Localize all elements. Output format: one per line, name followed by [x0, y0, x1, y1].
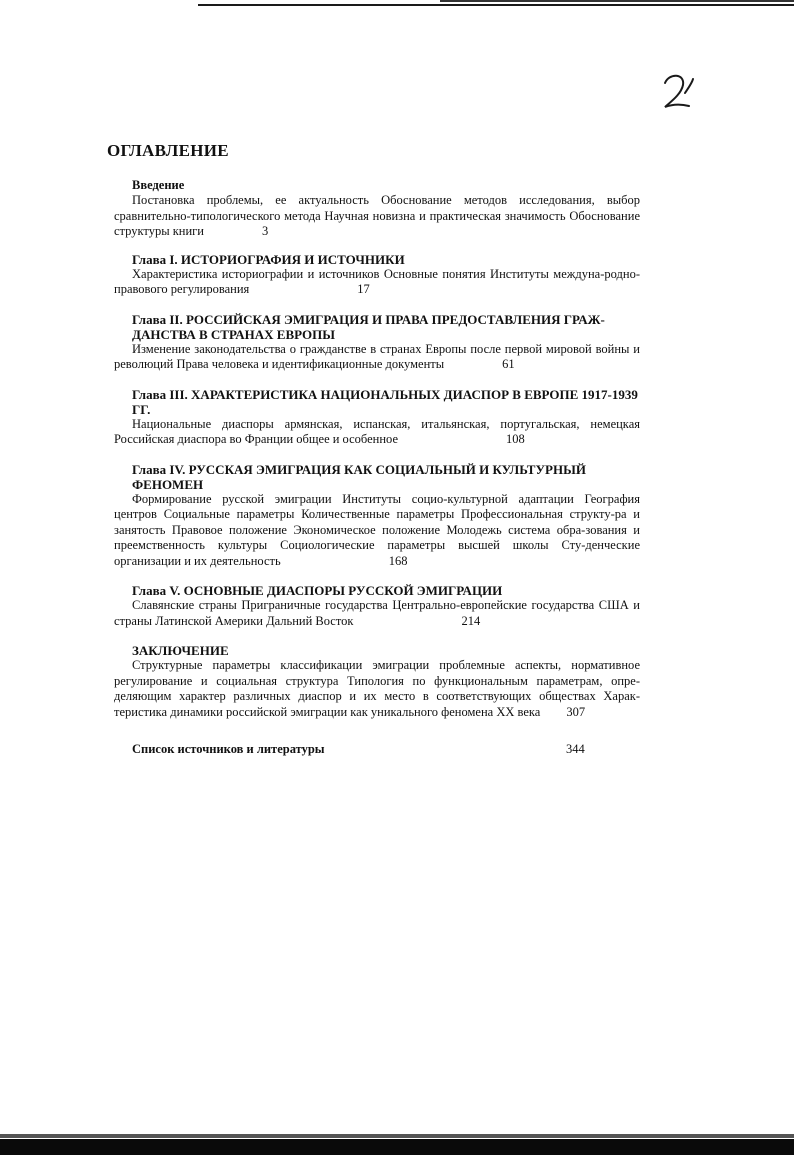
toc-entry-heading: ЗАКЛЮЧЕНИЕ	[132, 643, 229, 658]
toc-entry-text: Постановка проблемы, ее актуальность Обоснование методов исследования, выбор сравнительно-типологического метода Научная новизна и практическая значимость Обоснование структуры книги	[114, 193, 640, 238]
table-of-contents	[114, 178, 640, 757]
toc-entry-text: Национальные диаспоры армянская, испанская, итальянская, португальская, немецкая Российская диаспора во Франции общее и особенное	[114, 416, 640, 446]
toc-entry-page: 168	[388, 553, 408, 568]
toc-entry-body	[114, 598, 640, 629]
toc-entry-page: 307	[566, 704, 586, 719]
toc-entry-body	[114, 492, 640, 570]
toc-entry-sources	[114, 742, 640, 757]
toc-entry-body	[114, 658, 640, 720]
scan-top-rule	[198, 4, 794, 6]
toc-entry-page: 61	[502, 357, 515, 371]
toc-entry-heading: Глава I. ИСТОРИОГРАФИЯ И ИСТОЧНИКИ	[132, 251, 405, 267]
toc-entry-page: 214	[461, 613, 481, 628]
toc-entry-heading: Глава III. ХАРАКТЕРИСТИКА НАЦИОНАЛЬНЫХ ДИАСПОР В ЕВРОПЕ 1917-1939 ГГ.	[132, 386, 638, 417]
toc-entry-text: Структурные параметры классификации эмиграции проблемные аспекты, нормативное регулирование и социальная структура Типология по функциональным параметрам, опре-деляющим характер различных диаспор и их место в соответствующих обществах Харак-теристика динамики российской эмиграции как уникального феномена XX века	[114, 658, 640, 719]
page-title: ОГЛАВЛЕНИЕ	[107, 141, 229, 160]
handwritten-page-number	[659, 71, 695, 111]
toc-entry-heading: Глава IV. РУССКАЯ ЭМИГРАЦИЯ КАК СОЦИАЛЬНЫЙ И КУЛЬТУРНЫЙ ФЕНОМЕН	[132, 461, 586, 492]
toc-entry-page: 344	[566, 742, 585, 756]
toc-entry-heading: Глава II. РОССИЙСКАЯ ЭМИГРАЦИЯ И ПРАВА ПРЕДОСТАВЛЕНИЯ ГРАЖ-ДАНСТВА В СТРАНАХ ЕВРОПЫ	[132, 311, 605, 342]
scan-bottom-edge	[0, 1139, 794, 1155]
toc-entry-chapter-5	[114, 583, 640, 629]
toc-entry-introduction	[114, 178, 640, 240]
toc-entry-page: 3	[262, 224, 269, 238]
toc-entry-page: 108	[506, 432, 525, 446]
toc-entry-chapter-4	[114, 462, 640, 570]
toc-entry-heading: Глава V. ОСНОВНЫЕ ДИАСПОРЫ РУССКОЙ ЭМИГРАЦИИ	[132, 583, 503, 598]
toc-entry-text: Характеристика историографии и источников Основные понятия Институты междуна-родно-правового регулирования	[114, 266, 640, 296]
toc-entry-chapter-2	[114, 312, 640, 373]
toc-entry-body	[114, 342, 640, 373]
scan-top-edge	[440, 0, 794, 2]
toc-entry-body	[114, 267, 640, 298]
scan-bottom-shadow	[0, 1134, 794, 1138]
toc-entry-text: Славянские страны Приграничные государства Центрально-европейские государства США и страны Латинской Америки Дальний Восток	[114, 598, 640, 628]
toc-entry-chapter-1	[114, 252, 640, 298]
toc-entry-chapter-3	[114, 387, 640, 448]
toc-entry-heading: Введение	[132, 178, 185, 192]
toc-entry-text: Изменение законодательства о гражданстве в странах Европы после первой мировой войны и революций Права человека и идентификационные документы	[114, 341, 640, 371]
toc-entry-conclusion	[114, 643, 640, 720]
toc-entry-body	[114, 417, 640, 448]
toc-entry-body	[114, 193, 640, 240]
toc-sources-label: Список источников и литературы	[132, 742, 325, 756]
toc-entry-page: 17	[357, 282, 370, 296]
toc-entry-text: Формирование русской эмиграции Институты социо-культурной адаптации География центров Социальные параметры Количественные параметры Профессиональная структу-ра и занятость Правовое положение Экономическое положение Молодежь система обра-зования и преемственность культуры Социологические параметры высшей школы Сту-денческие организации и их деятельность	[114, 491, 640, 568]
